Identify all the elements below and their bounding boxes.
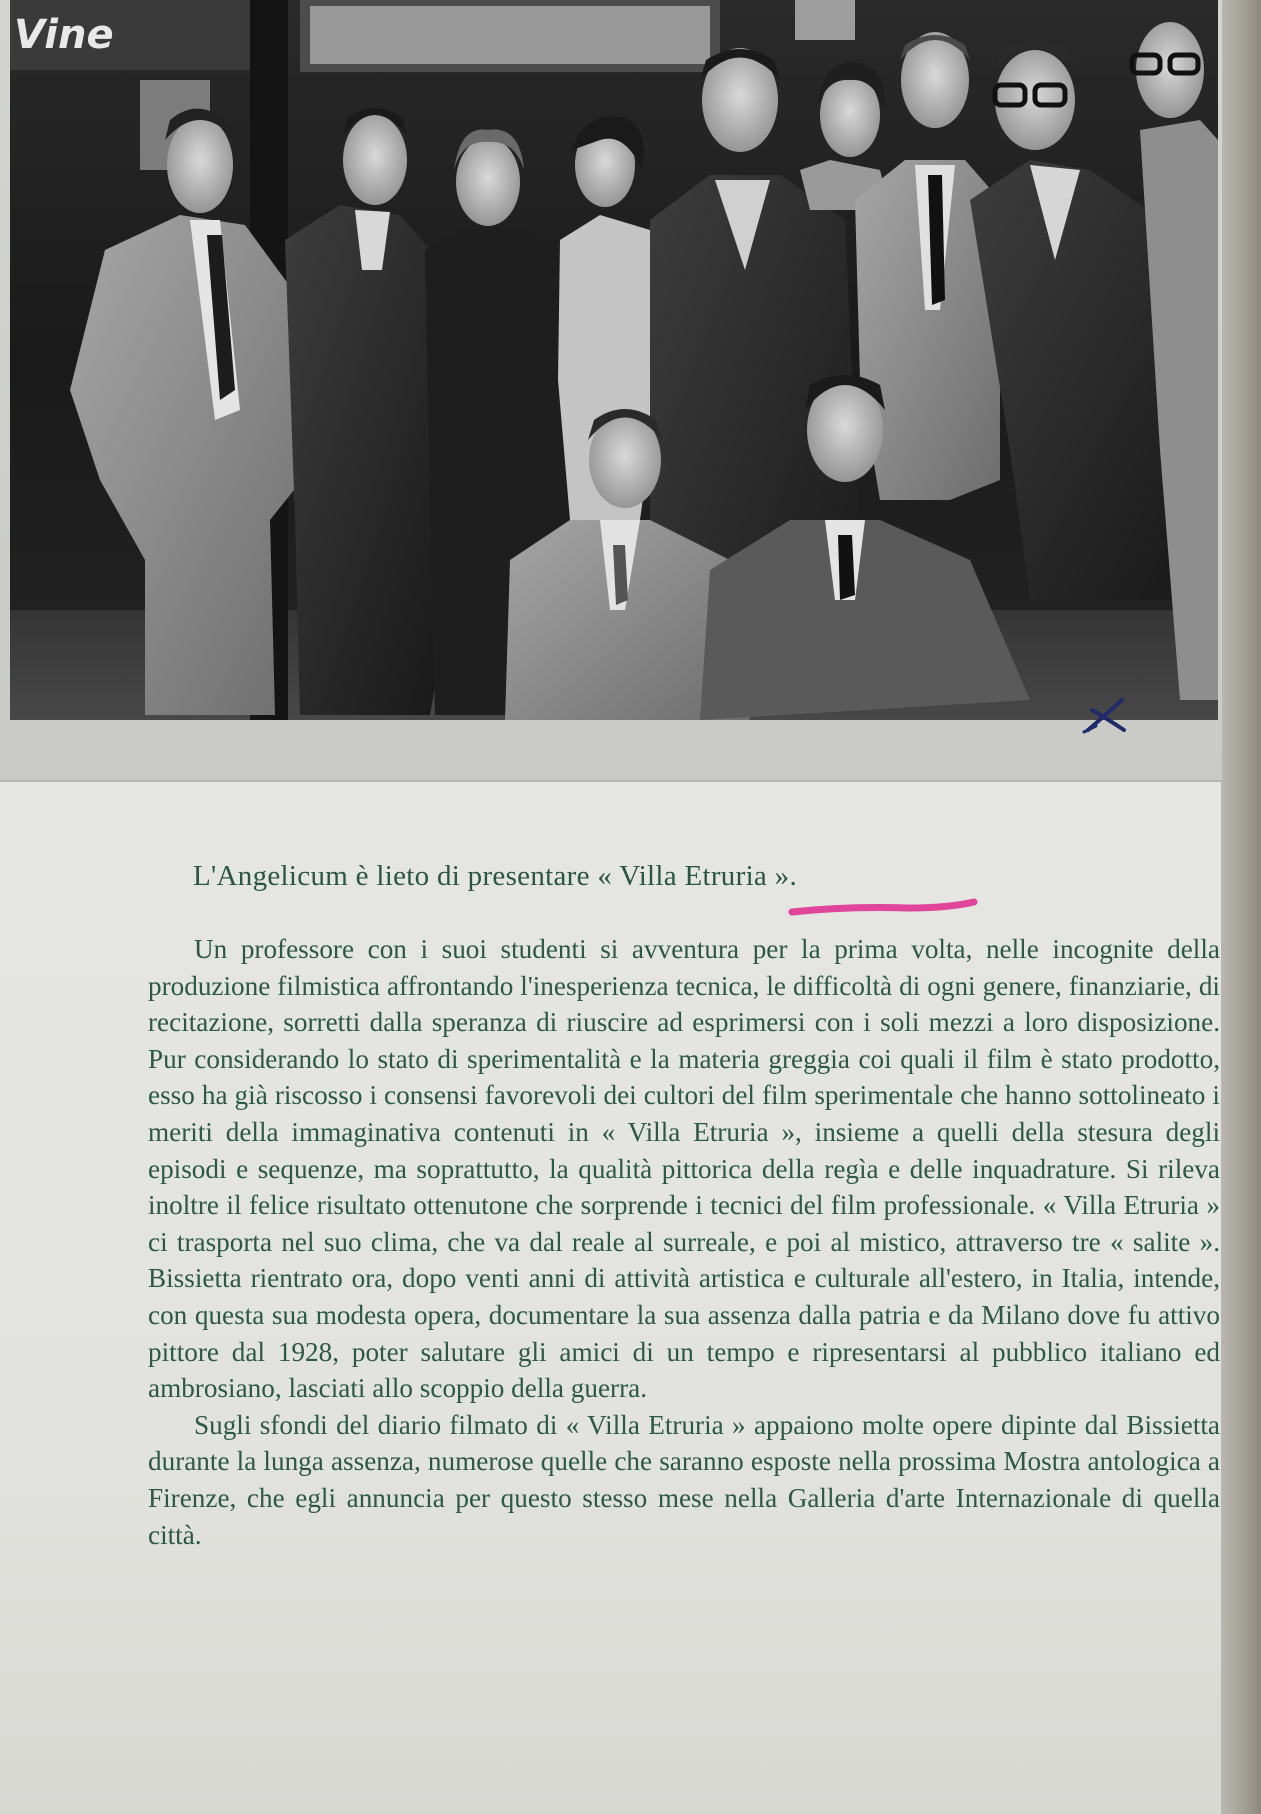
paragraph-2: Sugli sfondi del diario filmato di « Villa Etruria » appaiono molte opere dipinte dal Bissietta durante la lunga assenza, numerose quelle che saranno esposte nella prossima Mostra antologica a Firenze, che egli annuncia per questo stesso mese nella Galleria d'arte Internazionale di quella città. [148,1409,1220,1550]
photo-mount [0,0,1222,782]
storefront-sign-text: Vine [14,12,114,58]
pink-highlighter-underline [788,896,978,920]
article-body [148,931,1220,1553]
group-photo-illustration [10,0,1218,720]
heading-text: L'Angelicum è lieto di presentare « Villa Etruria ». [193,860,797,892]
handwritten-x-mark [1082,696,1128,736]
paragraph-1: Un professore con i suoi studenti si avventura per la prima volta, nelle incognite della produzione filmistica affrontando l'inesperienza tecnica, le difficoltà di ogni genere, finanziarie, di recitazione, sorretti dalla speranza di riuscire ad esprimersi con i soli mezzi a loro disposizione. Pur considerando lo stato di sperimentalità e la materia greggia coi quali il film è stato prodotto, esso ha già riscosso i consensi favorevoli dei cultori del film sperimentale che hanno sottolineato i meriti della immaginativa contenuti in « Villa Etruria », insieme a quelli della stesura degli episodi e sequenze, ma soprattutto, la qualità pittorica della regìa e delle inquadrature. Si rileva inoltre il felice risultato ottenutone che sorprende i tecnici del film professionale. « Villa Etruria » ci trasporta nel suo clima, che va dal reale al surreale, e poi al mistico, attraverso tre « salite ». Bissietta rientrato ora, dopo venti anni di attività artistica e culturale all'estero, in Italia, intende, con questa sua modesta opera, documentare la sua assenza dalla patria e da Milano dove fu attivo pittore dal 1928, poter salutare gli amici di un tempo e ripresentarsi al pubblico italiano ed ambrosiano, lasciati allo scoppio della guerra. [148,934,1220,1404]
group-photograph [10,0,1218,720]
article-heading [193,860,1220,893]
article [148,860,1220,1553]
page-edge-shadow [1221,0,1261,1814]
